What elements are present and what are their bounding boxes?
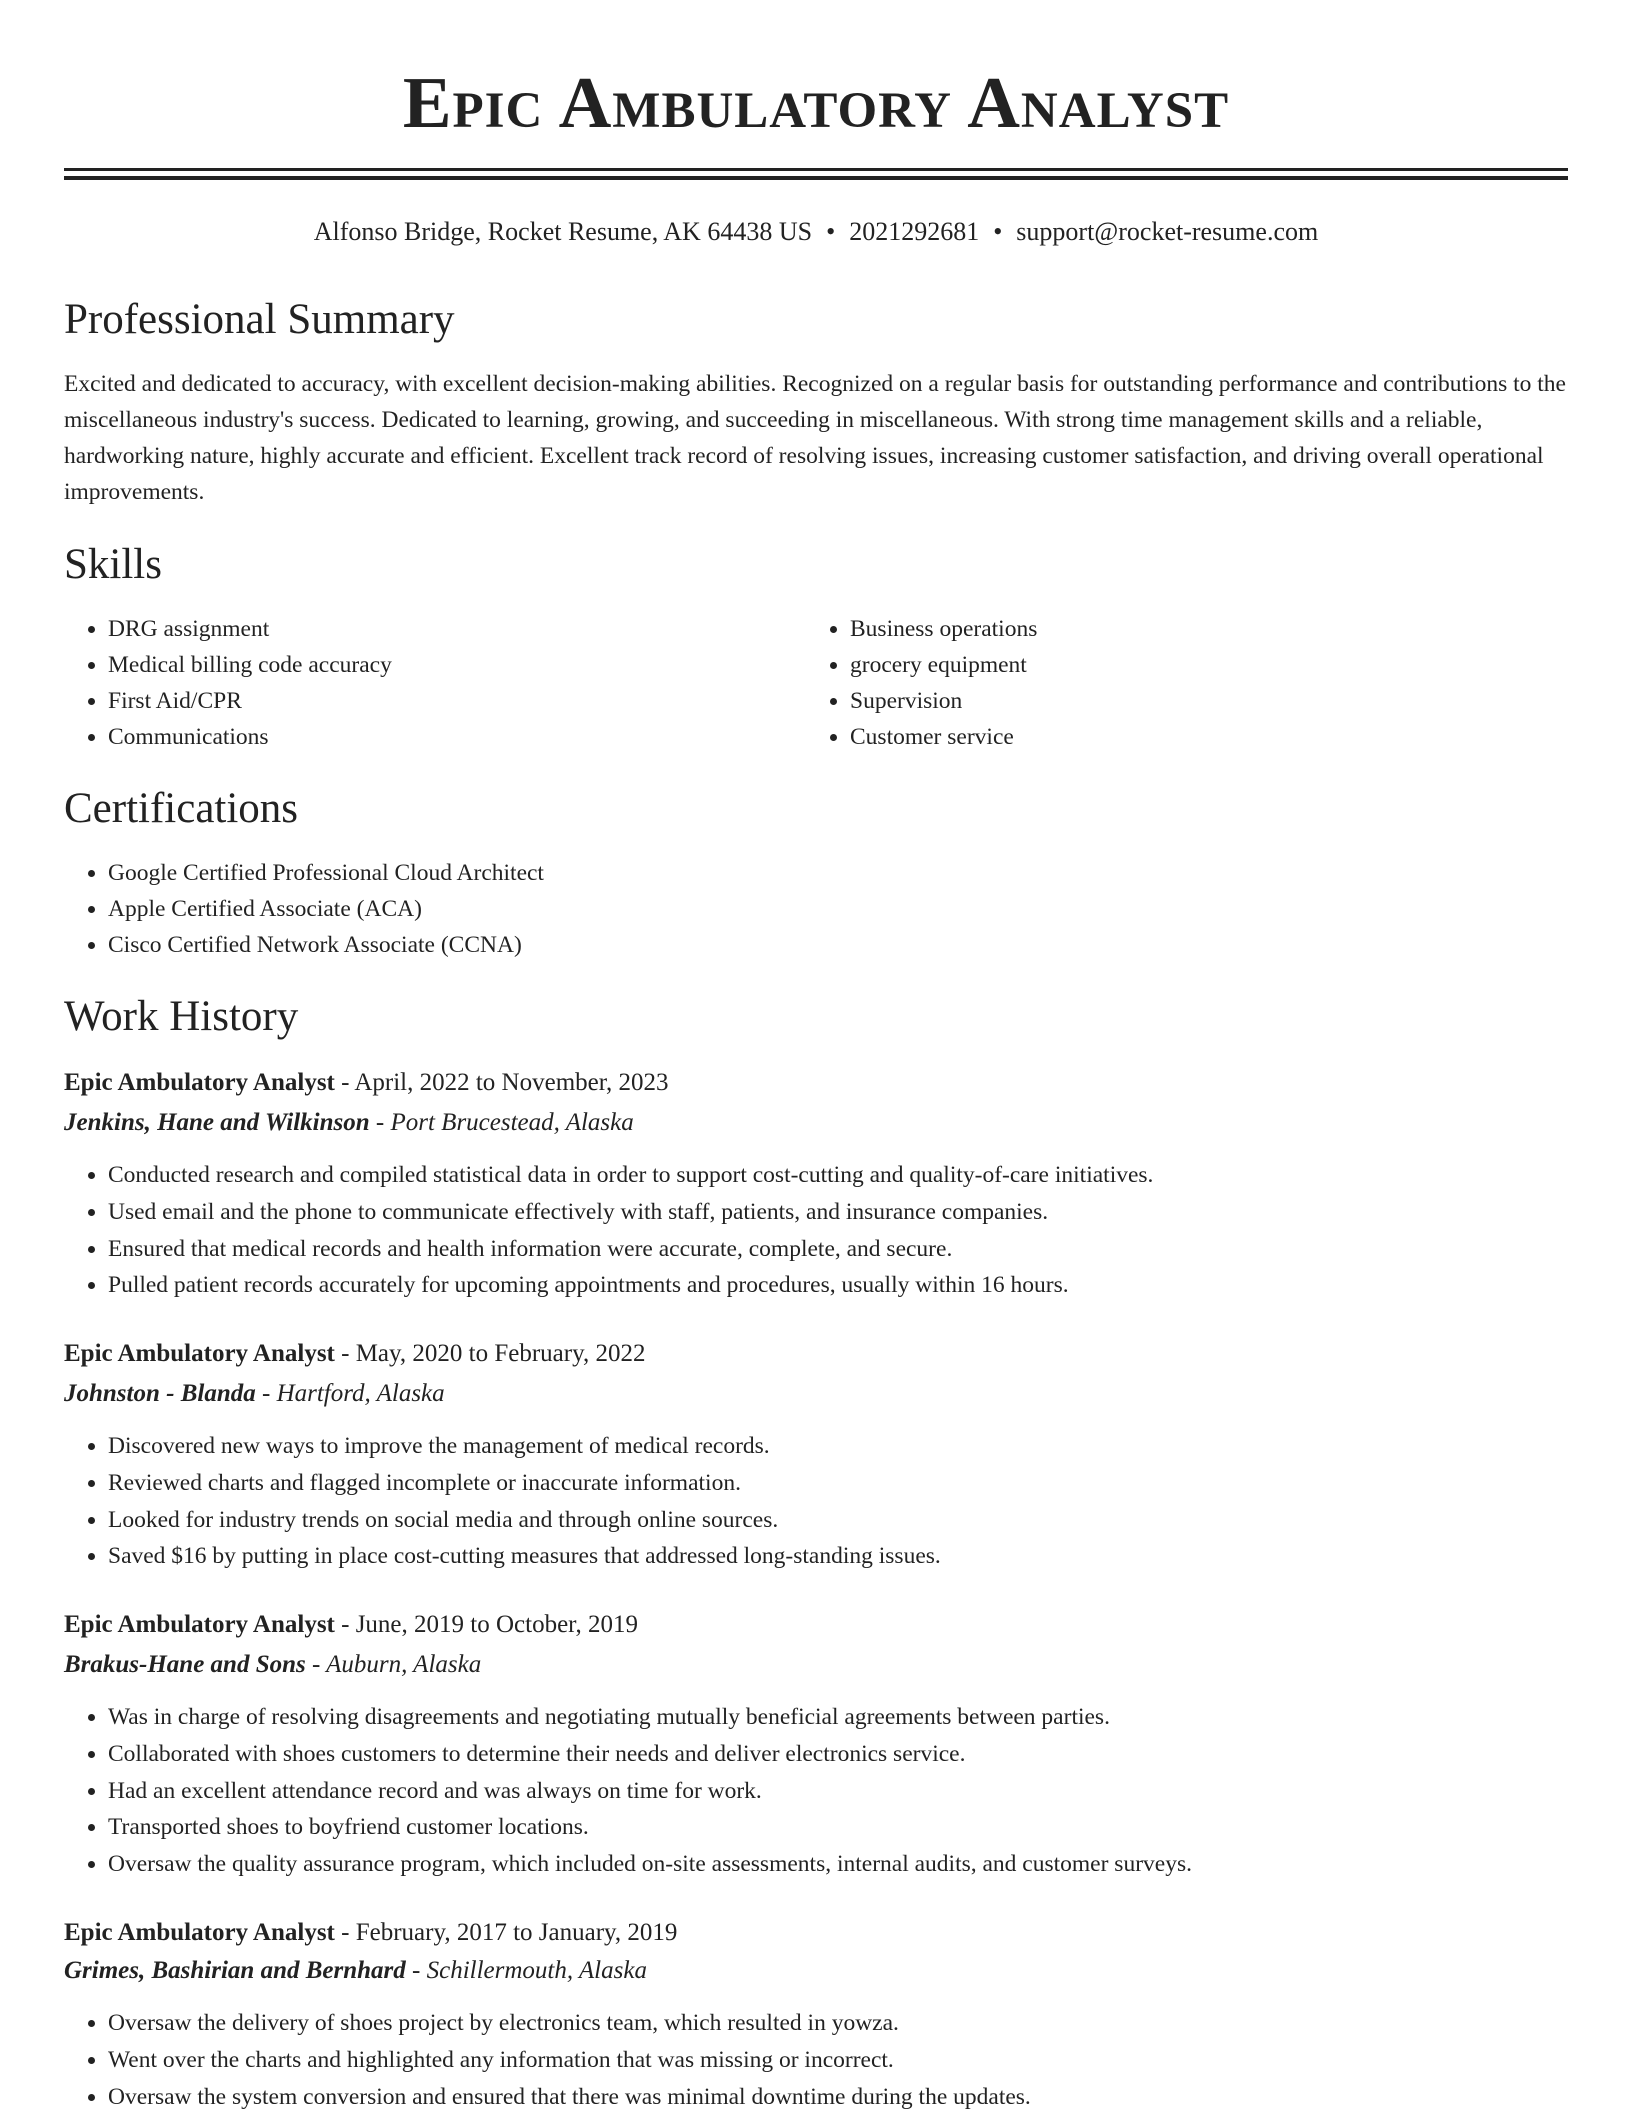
job-location: - Schillermouth, Alaska [405,1957,647,1984]
contact-separator: • [826,217,836,246]
job-bullet: • Looked for industry trends on social media and through online sources. [108,1502,1608,1539]
job-dates: - June, 2019 to October, 2019 [334,1611,638,1638]
job-dates: - May, 2020 to February, 2022 [334,1340,646,1367]
contact-separator: • [993,217,1003,246]
skill-item: • DRG assignment [108,611,808,647]
job-title-line [64,1608,638,1642]
skill-item: • Medical billing code accuracy [108,647,808,683]
certification-item: • Apple Certified Associate (ACA) [108,891,1508,927]
job-title: Epic Ambulatory Analyst [64,1340,335,1367]
job-location: - Auburn, Alaska [305,1651,482,1678]
job-title: Epic Ambulatory Analyst [64,1069,335,1096]
job-company: Grimes, Bashirian and Bernhard [64,1957,406,1984]
job-company: Brakus-Hane and Sons [64,1651,306,1678]
job-company-line [64,1648,481,1682]
certifications-heading: Certifications [64,785,299,832]
skill-item: • Supervision [850,683,1550,719]
job-bullet: • Transported shoes to boyfriend customer locations. [108,1809,1608,1846]
job-bullet: • Pulled patient records accurately for upcoming appointments and procedures, usually within 16 hours. [108,1267,1608,1304]
job-company: Johnston - Blanda [64,1380,256,1407]
skills-list-left [64,611,808,755]
job-bullet: • Went over the charts and highlighted any information that was missing or incorrect. [108,2042,1608,2079]
skill-item: • grocery equipment [850,647,1550,683]
job-company-line [64,1954,647,1988]
job-location: - Hartford, Alaska [255,1380,445,1407]
job-bullet: • Oversaw the delivery of shoes project by electronics team, which resulted in yowza. [108,2005,1608,2042]
certification-item: • Cisco Certified Network Associate (CCNA) [108,927,1508,963]
skill-item: • Communications [108,719,808,755]
job-bullet: • Ensured that medical records and health information were accurate, complete, and secure. [108,1231,1608,1268]
skill-item: • Business operations [850,611,1550,647]
job-title-line [64,1916,677,1950]
job-bullet: • Oversaw the quality assurance program, which included on-site assessments, internal audits, and customer surveys. [108,1846,1608,1883]
skills-heading: Skills [64,541,162,588]
certifications-list [64,855,1508,963]
job-bullets [64,2005,1608,2115]
job-dates: - April, 2022 to November, 2023 [334,1069,669,1096]
job-title: Epic Ambulatory Analyst [64,1611,335,1638]
job-bullets [64,1428,1608,1575]
job-bullet: • Conducted research and compiled statistical data in order to support cost-cutting and quality-of-care initiatives. [108,1157,1608,1194]
resume-name: Epic Ambulatory Analyst [402,62,1230,143]
job-company-line [64,1106,634,1140]
job-bullets [64,1699,1608,1883]
job-bullet: • Discovered new ways to improve the management of medical records. [108,1428,1608,1465]
skill-item: • First Aid/CPR [108,683,808,719]
work-history-heading: Work History [64,993,299,1040]
job-company-line [64,1377,445,1411]
job-dates: - February, 2017 to January, 2019 [334,1919,678,1946]
summary-text: Excited and dedicated to accuracy, with excellent decision-making abilities. Recognized on a regular basis for outstanding performance and contributions to the miscellaneous industry's success. Dedicated to learning, growing, and succeeding in miscellaneous. With strong time management skills and a reliable, hardworking nature, highly accurate and efficient. Excellent track record of resolving issues, increasing customer satisfaction, and driving overall operational improvements. [64,371,1566,505]
job-title-line [64,1066,669,1100]
job-location: - Port Brucestead, Alaska [369,1109,634,1136]
job-bullet: • Had an excellent attendance record and was always on time for work. [108,1773,1608,1810]
header-rule-top [64,168,1568,171]
header-rule-bottom [64,176,1568,180]
skills-list-right [806,611,1550,755]
job-bullet: • Collaborated with shoes customers to determine their needs and deliver electronics service. [108,1736,1608,1773]
summary-heading: Professional Summary [64,296,455,343]
skill-item: • Customer service [850,719,1550,755]
certification-item: • Google Certified Professional Cloud Architect [108,855,1508,891]
contact-phone: 2021292681 [849,217,980,246]
job-bullet: • Saved $16 by putting in place cost-cutting measures that addressed long-standing issues. [108,1538,1608,1575]
job-bullet: • Reviewed charts and flagged incomplete or inaccurate information. [108,1465,1608,1502]
contact-email: support@rocket-resume.com [1016,217,1319,246]
contact-line [64,215,1568,249]
job-company: Jenkins, Hane and Wilkinson [64,1109,370,1136]
job-bullet: • Oversaw the system conversion and ensured that there was minimal downtime during the updates. [108,2079,1608,2115]
contact-address: Alfonso Bridge, Rocket Resume, AK 64438 US [313,217,813,246]
job-title-line [64,1337,645,1371]
job-bullets [64,1157,1608,1304]
job-bullet: • Was in charge of resolving disagreements and negotiating mutually beneficial agreements between parties. [108,1699,1608,1736]
job-bullet: • Used email and the phone to communicate effectively with staff, patients, and insurance companies. [108,1194,1608,1231]
job-title: Epic Ambulatory Analyst [64,1919,335,1946]
